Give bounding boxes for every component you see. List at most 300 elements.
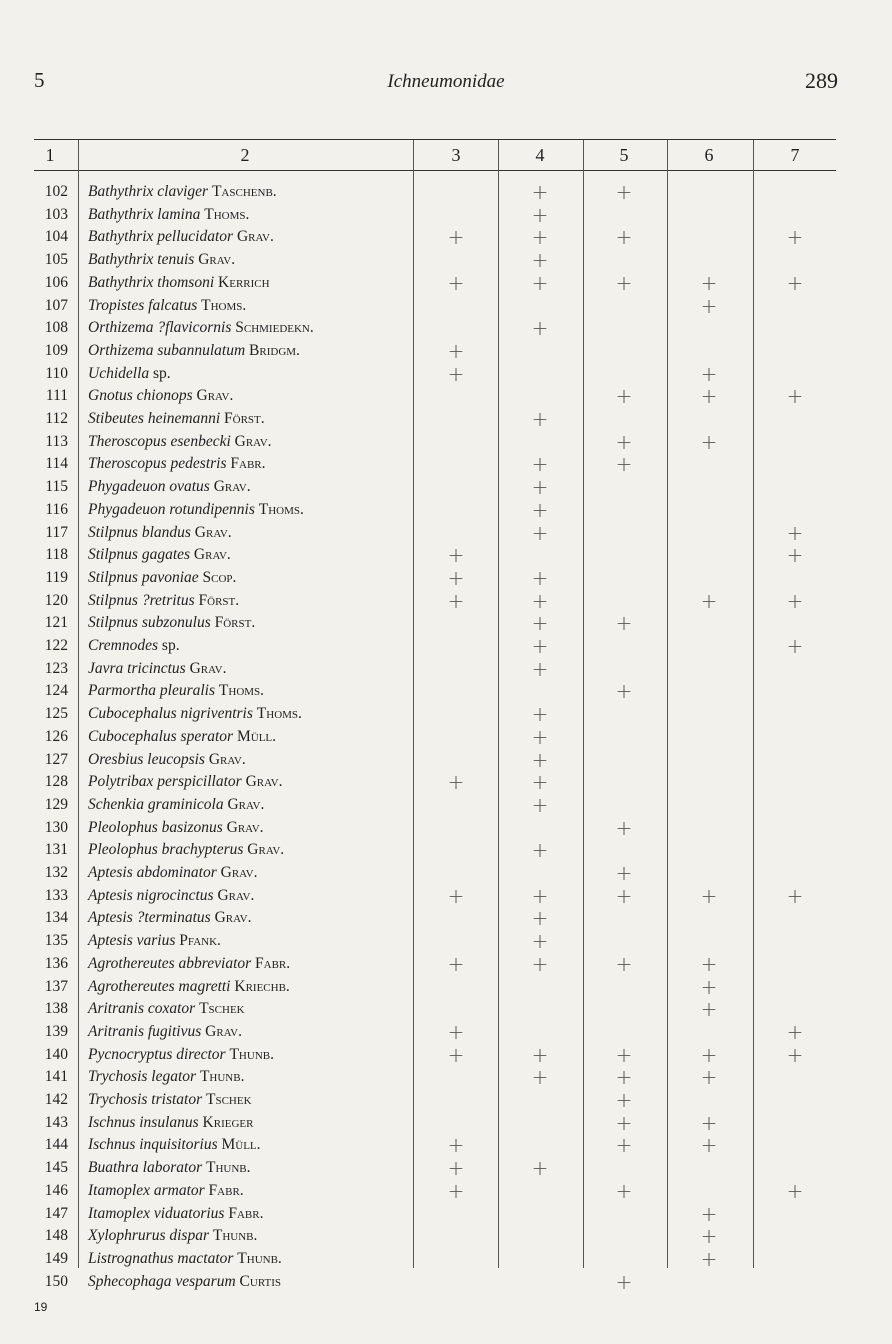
table-row [0,317,892,339]
species-name [88,771,282,793]
species-author: Thunb. [199,1068,245,1086]
species-author: Fabr. [255,954,291,972]
species-binomial: Agrothereutes abbreviator [88,954,252,972]
species-name [88,340,300,362]
table-row [0,930,892,952]
row-number: 118 [45,546,68,564]
presence-mark-col-3: + [447,225,465,250]
row-number: 129 [44,795,68,813]
species-name [88,635,180,657]
running-title: Ichneumonidae [387,71,505,92]
presence-mark-col-3: + [447,1156,465,1181]
presence-mark-col-3: + [447,338,465,363]
species-name [88,1044,274,1066]
presence-mark-col-4: + [531,475,549,500]
row-number: 128 [44,773,68,791]
table-row [0,1089,892,1111]
species-binomial: Schenkia graminicola [88,795,224,813]
table-row [0,907,892,929]
table-header-rule [34,170,836,171]
table-row [0,998,892,1020]
presence-mark-col-6: + [700,1201,718,1226]
row-number: 144 [44,1136,68,1154]
species-author: Grav. [205,1022,243,1040]
species-binomial: Pleolophus basizonus [88,818,223,836]
presence-mark-col-3: + [447,361,465,386]
species-author: Grav. [226,818,264,836]
presence-mark-col-4: + [531,611,549,636]
species-binomial: Pleolophus brachypterus [88,841,244,859]
row-number: 112 [45,410,68,427]
species-author: Grav. [220,864,258,881]
species-binomial: Stilpnus pavoniae [88,568,199,586]
species-author: Thunb. [212,1227,258,1245]
table-row [0,272,892,294]
presence-mark-col-7: + [786,883,804,908]
table-row [0,385,892,407]
species-name [88,998,245,1020]
row-number: 105 [44,251,68,269]
presence-mark-col-4: + [531,951,549,976]
species-name [88,522,232,544]
table-row [0,340,892,362]
species-binomial: Bathythrix lamina [88,205,201,223]
species-name [88,680,264,702]
species-binomial: Ischnus inquisitorius [88,1136,218,1154]
species-author: Thunb. [237,1249,282,1267]
presence-mark-col-4: + [531,497,549,522]
table-row [0,1203,892,1225]
row-number: 126 [44,727,68,745]
row-number: 111 [45,387,68,405]
species-binomial: Itamoplex viduatorius [88,1204,225,1222]
table-row [0,590,892,612]
species-author: Fabr. [208,1181,244,1199]
species-name [88,1066,244,1088]
species-name [88,612,255,634]
table-row [0,295,892,317]
presence-mark-col-4: + [531,248,549,273]
presence-mark-col-4: + [531,906,549,931]
presence-mark-col-6: + [700,1246,718,1271]
species-binomial: Trychosis tristator [88,1091,203,1108]
column-header-4: 4 [535,145,545,165]
presence-mark-col-4: + [531,929,549,954]
species-binomial: Stilpnus gagates [88,546,191,564]
species-name [88,431,272,453]
row-number: 122 [44,637,68,654]
species-binomial: Bathythrix pellucidator [88,228,234,246]
species-author: Först. [198,591,240,609]
row-number: 110 [45,364,68,382]
species-name [88,862,258,884]
presence-mark-col-4: + [531,407,549,431]
species-binomial: Bathythrix claviger [88,183,209,200]
page-number: 289 [805,68,838,93]
species-name [88,794,264,816]
species-name [88,1180,244,1202]
presence-mark-col-5: + [615,861,633,885]
species-author: Scop. [202,568,237,586]
table-row [0,771,892,793]
species-author: Grav. [214,909,252,927]
presence-mark-col-4: + [531,1065,549,1090]
species-binomial: Buathra laborator [88,1159,203,1177]
table-row [0,1271,892,1293]
species-author: Curtis [239,1272,281,1290]
row-number: 117 [45,523,68,541]
presence-mark-col-4: + [531,225,549,250]
presence-mark-col-5: + [615,1178,633,1203]
table-row [0,453,892,475]
table-row [0,703,892,725]
table-row [0,726,892,748]
row-number: 116 [45,500,68,518]
species-name [88,1225,257,1247]
presence-mark-col-6: + [700,1133,718,1158]
presence-mark-col-5: + [615,429,633,454]
row-number: 138 [44,1000,68,1018]
presence-mark-col-7: + [786,634,804,658]
presence-mark-col-3: + [447,1178,465,1203]
species-author: Taschenb. [211,183,277,200]
species-author: Thoms. [218,682,265,700]
species-binomial: Aptesis varius [88,932,176,950]
species-binomial: Aritranis fugitivus [88,1022,202,1040]
presence-mark-col-5: + [615,1269,633,1294]
species-author: Grav. [193,546,231,564]
presence-mark-col-6: + [700,1042,718,1067]
row-number: 104 [44,228,68,246]
presence-mark-col-4: + [531,792,549,817]
column-header-6: 6 [704,145,714,165]
species-author: Grav. [217,886,255,904]
species-author: Grav. [198,251,236,269]
species-author: Först. [224,410,265,427]
table-row [0,635,892,657]
presence-mark-col-4: + [531,656,549,681]
presence-mark-col-5: + [615,883,633,908]
column-header-3: 3 [451,145,461,165]
presence-mark-col-4: + [531,724,549,749]
presence-mark-col-3: + [447,770,465,795]
presence-mark-col-3: + [447,588,465,613]
species-binomial: Pycnocryptus director [88,1045,226,1063]
row-number: 103 [44,205,68,223]
table-row [0,612,892,634]
species-binomial: Aritranis coxator [88,1000,196,1018]
species-name [88,749,246,771]
presence-mark-col-7: + [786,384,804,409]
presence-mark-col-4: + [531,1042,549,1067]
table-row [0,1021,892,1043]
presence-mark-col-3: + [447,1019,465,1044]
species-author: Kriechb. [234,977,290,995]
table-row [0,749,892,771]
presence-mark-col-7: + [786,1178,804,1203]
presence-mark-col-4: + [531,770,549,795]
row-number: 142 [44,1091,68,1108]
species-name [88,907,251,929]
table-top-rule [34,139,836,140]
presence-mark-col-7: + [786,520,804,545]
presence-mark-col-6: + [700,951,718,976]
species-author: Grav. [236,228,274,246]
species-name [88,385,233,407]
presence-mark-col-6: + [700,429,718,454]
species-name [88,1089,252,1111]
species-binomial: Aptesis abdominator [88,864,217,881]
presence-mark-col-7: + [786,588,804,613]
species-author: Grav. [234,432,272,450]
presence-mark-col-7: + [786,543,804,568]
species-author: Thoms. [256,705,302,723]
species-author: Thunb. [205,1159,251,1177]
presence-mark-col-7: + [786,225,804,250]
species-author: Thoms. [201,296,247,314]
species-binomial: Xylophrurus dispar [88,1227,209,1245]
row-number: 146 [44,1181,68,1199]
presence-mark-col-4: + [531,702,549,727]
species-name [88,658,226,680]
table-row [0,476,892,498]
species-binomial: Itamoplex armator [88,1181,205,1199]
row-number: 149 [44,1249,68,1267]
table-row [0,249,892,271]
table-row [0,431,892,453]
column-header-1: 1 [45,145,55,165]
species-binomial: Stibeutes heinemanni [88,410,221,427]
presence-mark-col-4: + [531,883,549,908]
row-number: 127 [44,750,68,768]
species-binomial: Listrognathus mactator [88,1249,234,1267]
row-number: 131 [44,841,68,859]
presence-mark-col-4: + [531,270,549,295]
table-row [0,567,892,589]
presence-mark-col-4: + [531,747,549,772]
species-name [88,272,270,294]
species-name [88,1271,281,1293]
presence-mark-col-7: + [786,1019,804,1044]
table-row [0,363,892,385]
presence-mark-col-3: + [447,543,465,568]
species-author: Pfank. [179,932,221,950]
presence-mark-col-5: + [615,1088,633,1112]
table-row [0,839,892,861]
species-binomial: Bathythrix tenuis [88,251,195,269]
species-name [88,976,290,998]
species-name [88,839,284,861]
species-name [88,295,246,317]
species-name [88,567,236,589]
presence-mark-col-3: + [447,1042,465,1067]
species-binomial: Phygadeuon ovatus [88,478,210,496]
species-author: Grav. [247,841,285,859]
species-binomial: Theroscopus esenbecki [88,432,231,450]
row-number: 136 [44,954,68,972]
species-author: Grav. [227,795,265,813]
table-row [0,976,892,998]
column-header-5: 5 [619,145,629,165]
species-binomial: Gnotus chionops [88,387,193,405]
presence-mark-col-5: + [615,1042,633,1067]
row-number: 120 [44,591,68,609]
table-row [0,1225,892,1247]
species-author: Krieger [202,1113,254,1131]
presence-mark-col-4: + [531,180,549,204]
row-number: 141 [44,1068,68,1086]
row-number: 132 [44,864,68,881]
species-name [88,249,235,271]
presence-mark-col-3: + [447,951,465,976]
table-row [0,862,892,884]
species-author: Thoms. [258,500,304,518]
species-binomial: Uchidella [88,364,150,382]
species-name [88,817,264,839]
row-number: 145 [44,1159,68,1177]
species-author: Müll. [236,727,277,745]
table-row [0,885,892,907]
species-binomial: Orthizema subannulatum [88,341,246,359]
species-binomial: Stilpnus ?retritus [88,591,195,609]
species-name [88,181,277,203]
species-author: Schmiedekn. [235,319,314,337]
presence-mark-col-6: + [700,883,718,908]
row-number: 135 [44,932,68,950]
presence-mark-col-5: + [615,225,633,250]
table-row [0,522,892,544]
row-number: 124 [44,682,68,700]
species-name [88,1134,261,1156]
species-author: Bridgm. [249,341,300,359]
presence-mark-col-3: + [447,565,465,590]
presence-mark-col-6: + [700,1224,718,1249]
table-row [0,1157,892,1179]
species-author: Fabr. [230,455,266,473]
table-row [0,204,892,226]
species-binomial: Sphecophaga vesparum [88,1272,236,1290]
table-row [0,544,892,566]
species-binomial: Parmortha pleuralis [88,682,216,700]
species-author: Grav. [213,478,251,496]
presence-mark-col-5: + [615,452,633,477]
presence-mark-col-4: + [531,452,549,477]
species-binomial: Cubocephalus sperator [88,727,234,745]
presence-mark-col-4: + [531,588,549,613]
species-binomial: Stilpnus subzonulus [88,614,211,632]
species-binomial: Stilpnus blandus [88,523,191,541]
species-name [88,363,171,385]
row-number: 139 [44,1022,68,1040]
presence-mark-col-6: + [700,361,718,386]
row-number: 148 [44,1227,68,1245]
species-binomial: Tropistes falcatus [88,296,198,314]
presence-mark-col-3: + [447,1133,465,1158]
species-author: Grav. [245,773,283,791]
species-name [88,1021,242,1043]
species-binomial: Cubocephalus nigriventris [88,705,253,723]
species-name [88,1157,251,1179]
species-name [88,1112,253,1134]
species-author: Tschek [206,1091,252,1108]
species-name [88,408,265,430]
table-row [0,680,892,702]
row-number: 113 [45,432,68,450]
presence-mark-col-6: + [700,588,718,613]
species-binomial: Javra tricinctus [88,659,186,677]
presence-mark-col-5: + [615,951,633,976]
species-binomial: Ischnus insulanus [88,1113,199,1131]
presence-mark-col-4: + [531,838,549,863]
page-section-number: 5 [34,68,45,92]
presence-mark-col-6: + [700,384,718,409]
presence-mark-col-6: + [700,270,718,295]
species-binomial: Phygadeuon rotundipennis [88,500,255,518]
presence-mark-col-6: + [700,1065,718,1090]
species-binomial: Aptesis nigrocinctus [88,886,214,904]
table-row [0,794,892,816]
species-binomial: Orthizema ?flavicornis [88,319,232,337]
presence-mark-col-6: + [700,974,718,999]
row-number: 107 [44,296,68,314]
presence-mark-col-5: + [615,611,633,636]
species-binomial: Agrothereutes magretti [88,977,231,995]
presence-mark-col-4: + [531,565,549,590]
species-name [88,590,239,612]
presence-mark-col-5: + [615,815,633,840]
table-row [0,408,892,430]
presence-mark-col-7: + [786,1042,804,1067]
species-author: Grav. [189,659,227,677]
row-number: 125 [44,705,68,723]
row-number: 130 [44,818,68,836]
species-author: Tschek [199,1000,245,1018]
presence-mark-col-5: + [615,1110,633,1135]
species-author: Grav. [194,523,232,541]
species-binomial: Bathythrix thomsoni [88,273,215,291]
species-name [88,726,276,748]
presence-mark-col-5: + [615,384,633,409]
presence-mark-col-5: + [615,1133,633,1158]
species-binomial: Oresbius leucopsis [88,750,205,768]
species-binomial: Trychosis legator [88,1068,197,1086]
presence-mark-col-7: + [786,270,804,295]
presence-mark-col-4: + [531,1156,549,1181]
row-number: 140 [44,1045,68,1063]
presence-mark-col-6: + [700,997,718,1022]
species-name [88,453,266,475]
row-number: 109 [44,341,68,359]
species-author: Först. [214,614,256,632]
presence-mark-col-5: + [615,180,633,204]
presence-mark-col-6: + [700,1110,718,1135]
table-row [0,1044,892,1066]
row-number: 119 [45,568,68,586]
species-author: Fabr. [228,1204,264,1222]
species-author: Kerrich [218,273,270,291]
table-row [0,1248,892,1270]
presence-mark-col-4: + [531,634,549,658]
species-name [88,1203,263,1225]
table-row [0,181,892,203]
species-author: Grav. [196,387,234,405]
table-row [0,1180,892,1202]
row-number: 115 [45,478,68,496]
row-number: 121 [44,614,68,632]
presence-mark-col-4: + [531,316,549,341]
table-row [0,817,892,839]
row-number: 147 [44,1204,68,1222]
